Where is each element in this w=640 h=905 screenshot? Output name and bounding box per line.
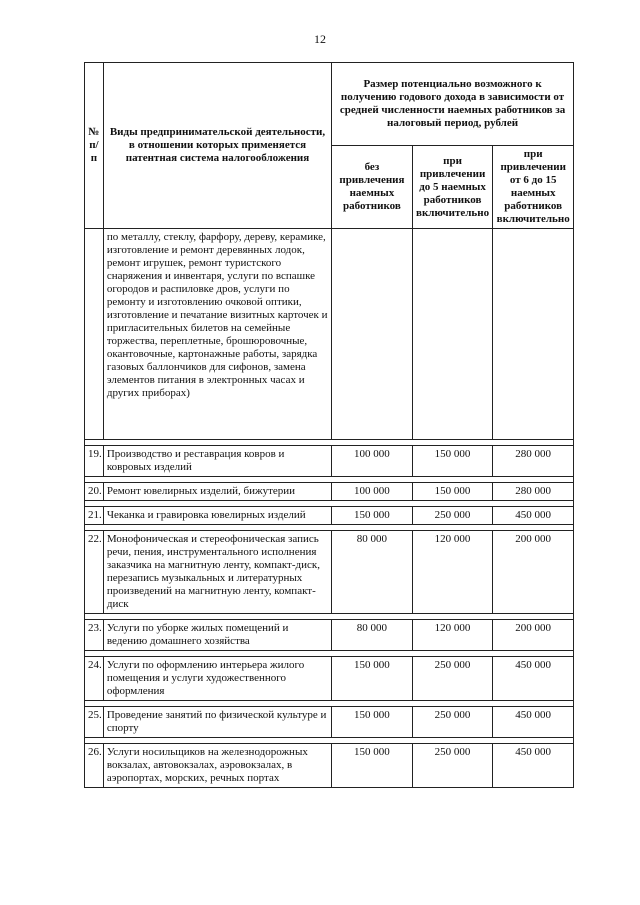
row-value-no-workers: 150 000: [332, 744, 413, 788]
header-no-workers: без привлечения наемных работников: [332, 146, 413, 229]
row-num: 23.: [85, 620, 104, 651]
row-value: [493, 229, 574, 440]
row-num: 25.: [85, 707, 104, 738]
row-value-up-to-5: 250 000: [412, 507, 493, 525]
row-value-6-to-15: 450 000: [493, 507, 574, 525]
table-body: [85, 229, 574, 788]
header-activity: Виды предпринимательской деятельности, в отношении которых применяется патентная система налогообложения: [103, 63, 331, 229]
row-description: Чеканка и гравировка ювелирных изделий: [103, 507, 331, 525]
row-value-no-workers: 150 000: [332, 507, 413, 525]
row-value-no-workers: 150 000: [332, 657, 413, 701]
row-value-6-to-15: 200 000: [493, 531, 574, 614]
table-row: [85, 483, 574, 501]
row-value-up-to-5: 250 000: [412, 707, 493, 738]
table-row: [85, 657, 574, 701]
table-row: [85, 507, 574, 525]
row-num: 22.: [85, 531, 104, 614]
row-value-6-to-15: 280 000: [493, 483, 574, 501]
table-row-continuation: [85, 229, 574, 440]
row-value-no-workers: 100 000: [332, 446, 413, 477]
row-description: по металлу, стеклу, фарфору, дереву, керамике, изготовление и ремонт деревянных лодок, ремонт игрушек, ремонт туристского снаряжения и инвентаря, услуги по вспашке огородов и распиловке дров, услуги по ремонту и изготовлению очковой оптики, изготовление и печатание визитных карточек и пригласительных билетов на семейные торжества, переплетные, брошюровочные, окантовочные, картонажные работы, зарядка газовых баллончиков для сифонов, замена элементов питания в электронных часах и других приборах): [103, 229, 331, 440]
row-value-no-workers: 150 000: [332, 707, 413, 738]
row-value-up-to-5: 250 000: [412, 744, 493, 788]
row-value-6-to-15: 280 000: [493, 446, 574, 477]
row-description: Монофоническая и стереофоническая запись речи, пения, инструментального исполнения заказчика на магнитную ленту, компакт-диск, перезапись музыкальных и литературных произведений на магнитную ленту, компакт-диск: [103, 531, 331, 614]
header-income: Размер потенциально возможного к получению годового дохода в зависимости от средней численности наемных работников за налоговый период, рублей: [332, 63, 574, 146]
row-value-up-to-5: 120 000: [412, 531, 493, 614]
row-value-no-workers: 80 000: [332, 620, 413, 651]
table-row: [85, 446, 574, 477]
row-value-up-to-5: 250 000: [412, 657, 493, 701]
row-value-no-workers: 80 000: [332, 531, 413, 614]
row-value-up-to-5: 150 000: [412, 483, 493, 501]
row-value: [332, 229, 413, 440]
header-num: № п/п: [85, 63, 104, 229]
table-row: [85, 620, 574, 651]
header-up-to-5: при привлечении до 5 наемных работников включительно: [412, 146, 493, 229]
row-num: 21.: [85, 507, 104, 525]
row-description: Ремонт ювелирных изделий, бижутерии: [103, 483, 331, 501]
row-value-6-to-15: 200 000: [493, 620, 574, 651]
row-value-up-to-5: 120 000: [412, 620, 493, 651]
row-value-6-to-15: 450 000: [493, 744, 574, 788]
header-6-to-15: при привлечении от 6 до 15 наемных работников включительно: [493, 146, 574, 229]
table-row: [85, 707, 574, 738]
row-value: [412, 229, 493, 440]
row-value-6-to-15: 450 000: [493, 707, 574, 738]
table-row: [85, 531, 574, 614]
row-value-6-to-15: 450 000: [493, 657, 574, 701]
page-number: 12: [314, 32, 326, 46]
row-description: Проведение занятий по физической культуре и спорту: [103, 707, 331, 738]
row-num: 26.: [85, 744, 104, 788]
tax-patent-table: [84, 62, 574, 788]
row-description: Услуги по оформлению интерьера жилого помещения и услуги художественного оформления: [103, 657, 331, 701]
row-value-up-to-5: 150 000: [412, 446, 493, 477]
row-description: Производство и реставрация ковров и ковровых изделий: [103, 446, 331, 477]
table-row: [85, 744, 574, 788]
row-description: Услуги по уборке жилых помещений и ведению домашнего хозяйства: [103, 620, 331, 651]
row-num: 19.: [85, 446, 104, 477]
row-description: Услуги носильщиков на железнодорожных вокзалах, автовокзалах, аэровокзалах, в аэропортах, морских, речных портах: [103, 744, 331, 788]
row-num: 20.: [85, 483, 104, 501]
row-num: 24.: [85, 657, 104, 701]
row-value-no-workers: 100 000: [332, 483, 413, 501]
row-num: [85, 229, 104, 440]
